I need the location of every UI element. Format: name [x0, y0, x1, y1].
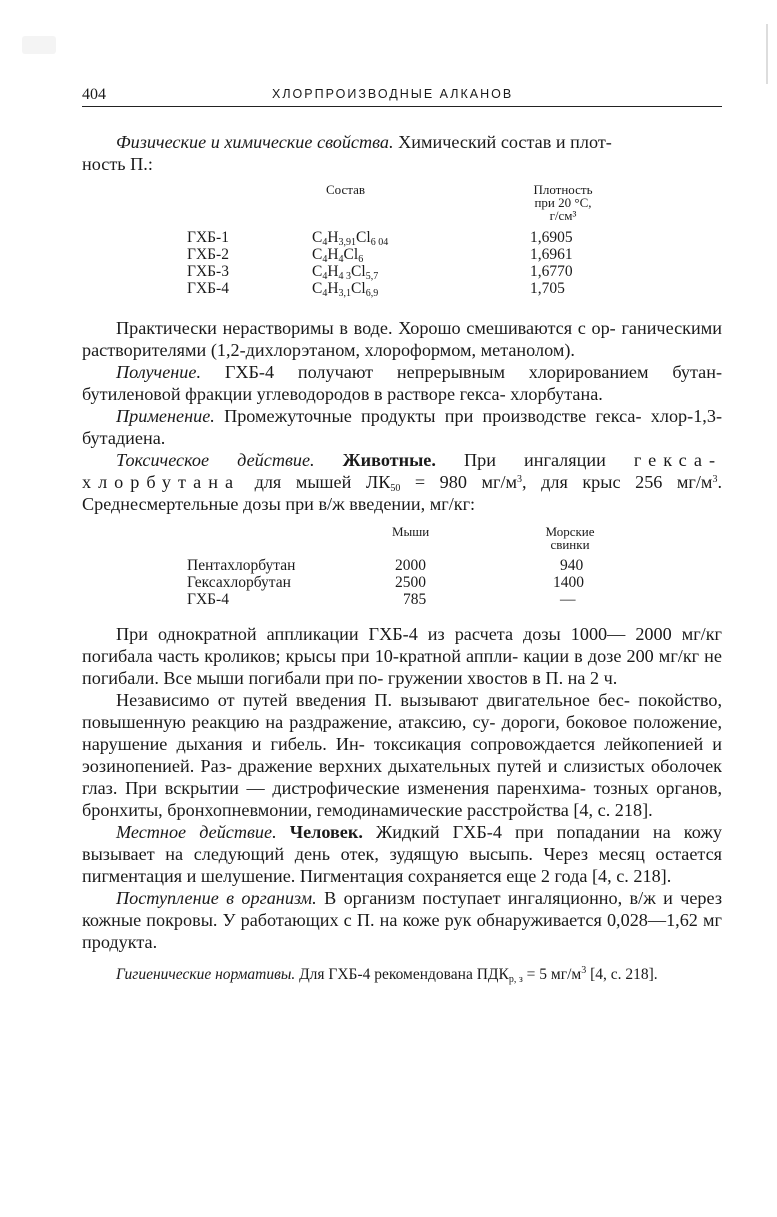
toxic-paragraph: [82, 449, 722, 515]
intake-line: обнаруживается 0,028—1,62 мг продукта.: [82, 910, 722, 952]
local-line: сохраняется еще 2 года [4, с. 218].: [407, 866, 672, 886]
intake-title: Поступление в организм.: [116, 888, 317, 908]
physchem-text1: Химический состав и плот-: [393, 132, 612, 152]
effects-line: глаз. При вскрытии — дистрофические изменения паренхима-: [82, 778, 586, 798]
local-effect-paragraph: [82, 821, 722, 887]
effects-line: Независимо от путей введения П. вызывают двигательное бес-: [116, 690, 630, 710]
hygiene-line: = 5 мг/м: [522, 966, 582, 983]
row-mice: 785: [403, 591, 427, 608]
hygiene-line: [4, с. 218].: [590, 966, 658, 983]
running-header: [82, 82, 722, 107]
unit-sup: 3: [712, 474, 718, 485]
solubility-line: Практически нерастворимы в воде. Хорошо смешиваются с ор-: [116, 318, 616, 338]
row-formula: $C_4H_{3,91}Cl_{6 04}$: [312, 229, 389, 248]
application-line: хлор-1,3-бутадиена.: [82, 406, 723, 448]
row-name: ГХБ-3: [187, 263, 229, 280]
toxic-animals-label: Животные.: [342, 450, 436, 470]
physchem-text2: ность П.:: [82, 154, 153, 174]
local-line: Жидкий ГХБ-4 при попадании: [362, 822, 640, 842]
skin-line: гружении хвостов в П. на 2 ч.: [387, 668, 618, 688]
page: [82, 82, 722, 985]
col-mice: Мыши: [392, 524, 430, 539]
col-density-line1: Плотность: [533, 182, 593, 197]
unit-sup: 3: [581, 965, 587, 976]
row-density: 1,705: [530, 280, 565, 297]
unit-sup: 3: [517, 474, 523, 485]
lk-subscript: 50: [390, 483, 401, 494]
col-density-line2: при 20 °С,: [534, 195, 592, 210]
physchem-paragraph: [82, 131, 722, 153]
row-mice: 2500: [395, 574, 426, 591]
solubility-paragraph: [82, 317, 722, 361]
production-line: бутан-бутиленовой фракции углеводородов в растворе гекса-: [82, 362, 722, 404]
hygiene-line: Для ГХБ-4 рекомендована ПДК: [295, 966, 509, 983]
effects-line: дороги, боковое положение, нарушение дыхания и гибель. Ин-: [82, 712, 722, 754]
skin-line: При однократной аппликации ГХБ-4 из расчета дозы 1000—: [116, 624, 626, 644]
toxic-line: 256 мг/м: [635, 472, 713, 492]
solubility-line: метанолом).: [480, 340, 575, 360]
toxic-title: Токсическое действие.: [116, 450, 315, 470]
row-density: 1,6770: [530, 263, 573, 280]
effects-line: покойство, повышенную реакцию на раздражение, атаксию, су-: [82, 690, 722, 732]
skin-line: кации в дозе 200 мг/кг не погибали. Все мыши погибали при по-: [82, 646, 722, 688]
toxic-line: . Среднесмертельные дозы при в/ж введении, мг/кг:: [82, 472, 722, 514]
effects-line: дражение верхних дыхательных путей и слизистых оболочек: [238, 756, 722, 776]
toxic-spaced: хлорбутана: [82, 472, 241, 492]
skin-application-paragraph: [82, 623, 722, 689]
toxic-line: , для крыс: [522, 472, 621, 492]
row-mice: 2000: [395, 557, 426, 574]
row-guinea: —: [560, 591, 576, 608]
intake-paragraph: [82, 887, 722, 953]
hygiene-paragraph: [82, 965, 722, 985]
toxic-line: При ингаляции: [435, 450, 634, 470]
col-density: [518, 183, 608, 222]
local-title: Местное действие.: [116, 822, 277, 842]
intake-line: в/ж и через кожные покровы. У работающих с П. на коже рук: [82, 888, 723, 930]
row-guinea: 1400: [553, 574, 584, 591]
ld50-table: [82, 515, 722, 615]
col-guinea-line1: Морские: [545, 524, 595, 539]
local-human-label: Человек.: [289, 822, 363, 842]
effects-line: тозных органов, бронхиты, бронхопневмонии, гемодинамические: [82, 778, 722, 820]
row-name: ГХБ-2: [187, 246, 229, 263]
row-formula: $C_4H_4Cl_6$: [312, 246, 364, 265]
col-guinea-pigs: [530, 525, 610, 551]
col-density-line3: г/см³: [549, 208, 577, 223]
row-density: 1,6961: [530, 246, 573, 263]
composition-table: [82, 175, 722, 305]
row-name: Гексахлорбутан: [187, 574, 291, 591]
solubility-line: ганическими растворителями (1,2-дихлорэтаном, хлороформом,: [82, 318, 722, 360]
production-paragraph: [82, 361, 722, 405]
pdk-subscript: р, з: [508, 974, 523, 985]
row-formula: $C_4H_{3,1}Cl_{6,9}$: [312, 280, 379, 299]
physchem-title: Физические и химические свойства.: [116, 132, 394, 152]
scan-smudge: [22, 36, 56, 54]
local-line: на кожу вызывает на следующий день отек, зудящую высыпь.: [82, 822, 723, 864]
row-name: Пентахлорбутан: [187, 557, 296, 574]
row-guinea: 940: [560, 557, 584, 574]
application-paragraph: [82, 405, 722, 449]
production-line: ГХБ-4 получают непрерывным хлорированием: [201, 362, 649, 382]
running-title: ХЛОРПРОИЗВОДНЫЕ АЛКАНОВ: [272, 87, 514, 101]
hygiene-title: Гигиенические нормативы.: [116, 966, 296, 983]
local-line: Через месяц остается пигментация и шелушение. Пигментация: [82, 844, 723, 886]
application-line: Промежуточные продукты при производстве гекса-: [214, 406, 642, 426]
row-name: ГХБ-4: [187, 591, 229, 608]
toxic-spaced: гекса-: [633, 450, 723, 470]
row-formula: $C_4H_{4 3}Cl_{5,7}$: [312, 263, 379, 282]
effects-paragraph: [82, 689, 722, 821]
production-line: хлорбутана.: [510, 384, 603, 404]
row-density: 1,6905: [530, 229, 573, 246]
toxic-line: = 980 мг/м: [400, 472, 518, 492]
application-title: Применение.: [116, 406, 215, 426]
intake-line: В организм поступает ингаляционно,: [316, 888, 623, 908]
row-name: ГХБ-1: [187, 229, 229, 246]
effects-line: расстройства [4, с. 218].: [466, 800, 653, 820]
col-guinea-line2: свинки: [550, 537, 590, 552]
page-number: 404: [82, 86, 106, 103]
skin-line: 2000 мг/кг погибала часть кроликов; крысы при 10-кратной аппли-: [82, 624, 723, 666]
production-title: Получение.: [116, 362, 202, 382]
scan-edge: [766, 24, 768, 84]
toxic-line: для мышей ЛК: [240, 472, 391, 492]
row-name: ГХБ-4: [187, 280, 229, 297]
col-composition: Состав: [326, 182, 366, 197]
effects-line: токсикация сопровождается лейкопенией и эозинопенией. Раз-: [82, 734, 722, 776]
